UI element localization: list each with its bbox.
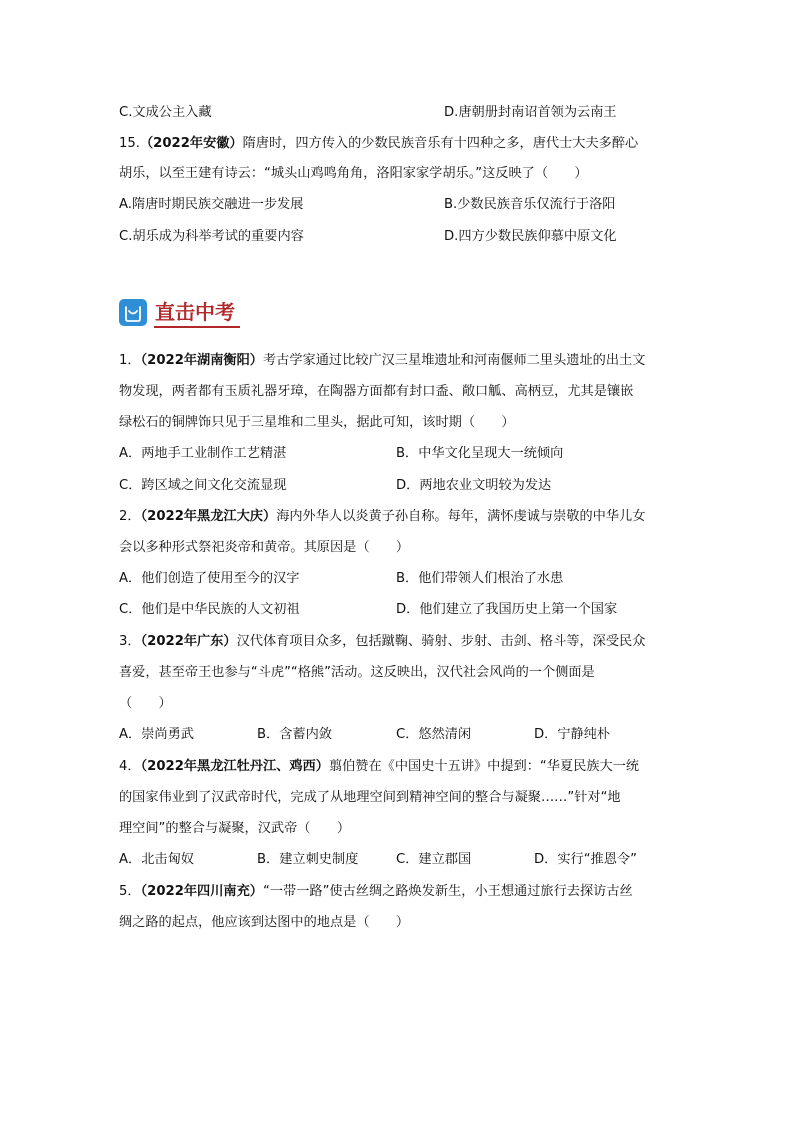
question-text: 隋唐时，四方传入的少数民族音乐有十四种之多，唐代士大夫多醉心 [242, 136, 639, 151]
question-source: （2022年湖南衡阳） [140, 353, 263, 368]
question-source: （2022年安徽） [139, 136, 243, 151]
option-b: B．含蓄内敛 [257, 727, 332, 742]
option-a: A.隋唐时期民族交融进一步发展 [119, 197, 304, 212]
options-row [119, 445, 679, 463]
options-row [119, 477, 679, 495]
option-c: C．他们是中华民族的人文初祖 [119, 602, 300, 617]
option-d: D．实行“推恩令” [534, 852, 637, 867]
option-c: C．跨区域之间文化交流显现 [119, 478, 287, 493]
question-1-line-3: 绿松石的铜牌饰只见于三星堆和二里头，据此可知，该时期（ ） [119, 415, 515, 430]
question-source: （2022年黑龙江牡丹江、鸡西） [140, 759, 329, 774]
question-1-line-1 [119, 352, 645, 370]
option-a: A．他们创造了使用至今的汉字 [119, 571, 300, 586]
question-3-line-1 [119, 633, 645, 651]
question-text: 汉代体育项目众多，包括蹴鞠、骑射、步射、击剑、格斗等，深受民众 [236, 634, 646, 649]
question-15-line-2: 胡乐，以至王建有诗云：“城头山鸡鸣角角，洛阳家家学胡乐。”这反映了（ ） [119, 166, 588, 181]
question-5-line-1 [119, 883, 633, 901]
question-1-line-2: 物发现，两者都有玉质礼器牙璋，在陶器方面都有封口盉、敞口觚、高柄豆，尤其是镶嵌 [119, 384, 634, 399]
option-d: D．宁静纯朴 [534, 727, 611, 742]
question-text: “一带一路”使古丝绸之路焕发新生，小王想通过旅行去探访古丝 [263, 884, 633, 899]
section-underline [154, 326, 240, 328]
question-4-line-3: 理空间”的整合与凝聚，汉武帝（ ） [119, 821, 351, 836]
option-c: C.文成公主入藏 [119, 105, 212, 120]
option-b: B．建立刺史制度 [257, 852, 359, 867]
question-3-line-2: 喜爱，甚至帝王也参与“斗虎”“格熊”活动。这反映出，汉代社会风尚的一个侧面是 [119, 665, 595, 680]
question-number: 15. [119, 136, 140, 151]
question-2-line-2: 会以多种形式祭祀炎帝和黄帝。其原因是（ ） [119, 540, 410, 555]
question-text: 考古学家通过比较广汉三星堆遗址和河南偃师二里头遗址的出土文 [263, 353, 646, 368]
option-a: A．北击匈奴 [119, 852, 194, 867]
option-b: B．他们带领人们根治了水患 [396, 571, 564, 586]
question-source: （2022年广东） [140, 634, 237, 649]
option-b: B．中华文化呈现大一统倾向 [396, 446, 564, 461]
question-number: 4． [119, 759, 141, 774]
option-d: D．两地农业文明较为发达 [396, 478, 552, 493]
question-4-line-2: 的国家伟业到了汉武帝时代，完成了从地理空间到精神空间的整合与凝聚……”针对“地 [119, 790, 621, 805]
section-title: 直击中考 [155, 300, 235, 324]
question-number: 3． [119, 634, 141, 649]
question-5-line-2: 绸之路的起点，他应该到达图中的地点是（ ） [119, 915, 410, 930]
option-c: C．悠然清闲 [396, 727, 472, 742]
option-a: A．两地手工业制作工艺精湛 [119, 446, 287, 461]
shopping-bag-icon [119, 299, 147, 326]
options-row [119, 726, 679, 744]
option-d: D.唐朝册封南诏首领为云南王 [444, 105, 617, 120]
question-number: 1． [119, 353, 141, 368]
question-source: （2022年黑龙江大庆） [140, 509, 277, 524]
options-row [119, 104, 679, 122]
question-3-line-3: （ ） [119, 696, 172, 711]
question-number: 2． [119, 509, 141, 524]
options-row [119, 228, 679, 246]
question-2-line-1 [119, 508, 645, 526]
option-d: D.四方少数民族仰慕中原文化 [444, 229, 617, 244]
options-row [119, 851, 679, 869]
option-a: A．崇尚勇武 [119, 727, 194, 742]
question-source: （2022年四川南充） [140, 884, 263, 899]
option-d: D．他们建立了我国历史上第一个国家 [396, 602, 618, 617]
options-row [119, 601, 679, 619]
question-4-line-1 [119, 758, 639, 776]
options-row [119, 570, 679, 588]
option-c: C.胡乐成为科举考试的重要内容 [119, 229, 304, 244]
question-text: 海内外华人以炎黄子孙自称。每年，满怀虔诚与崇敬的中华儿女 [276, 509, 646, 524]
question-number: 5． [119, 884, 141, 899]
options-row [119, 196, 679, 214]
option-c: C．建立郡国 [396, 852, 472, 867]
question-text: 翦伯赞在《中国史十五讲》中提到：“华夏民族大一统 [328, 759, 640, 774]
question-15-line-1 [119, 135, 638, 153]
option-b: B.少数民族音乐仅流行于洛阳 [444, 197, 616, 212]
